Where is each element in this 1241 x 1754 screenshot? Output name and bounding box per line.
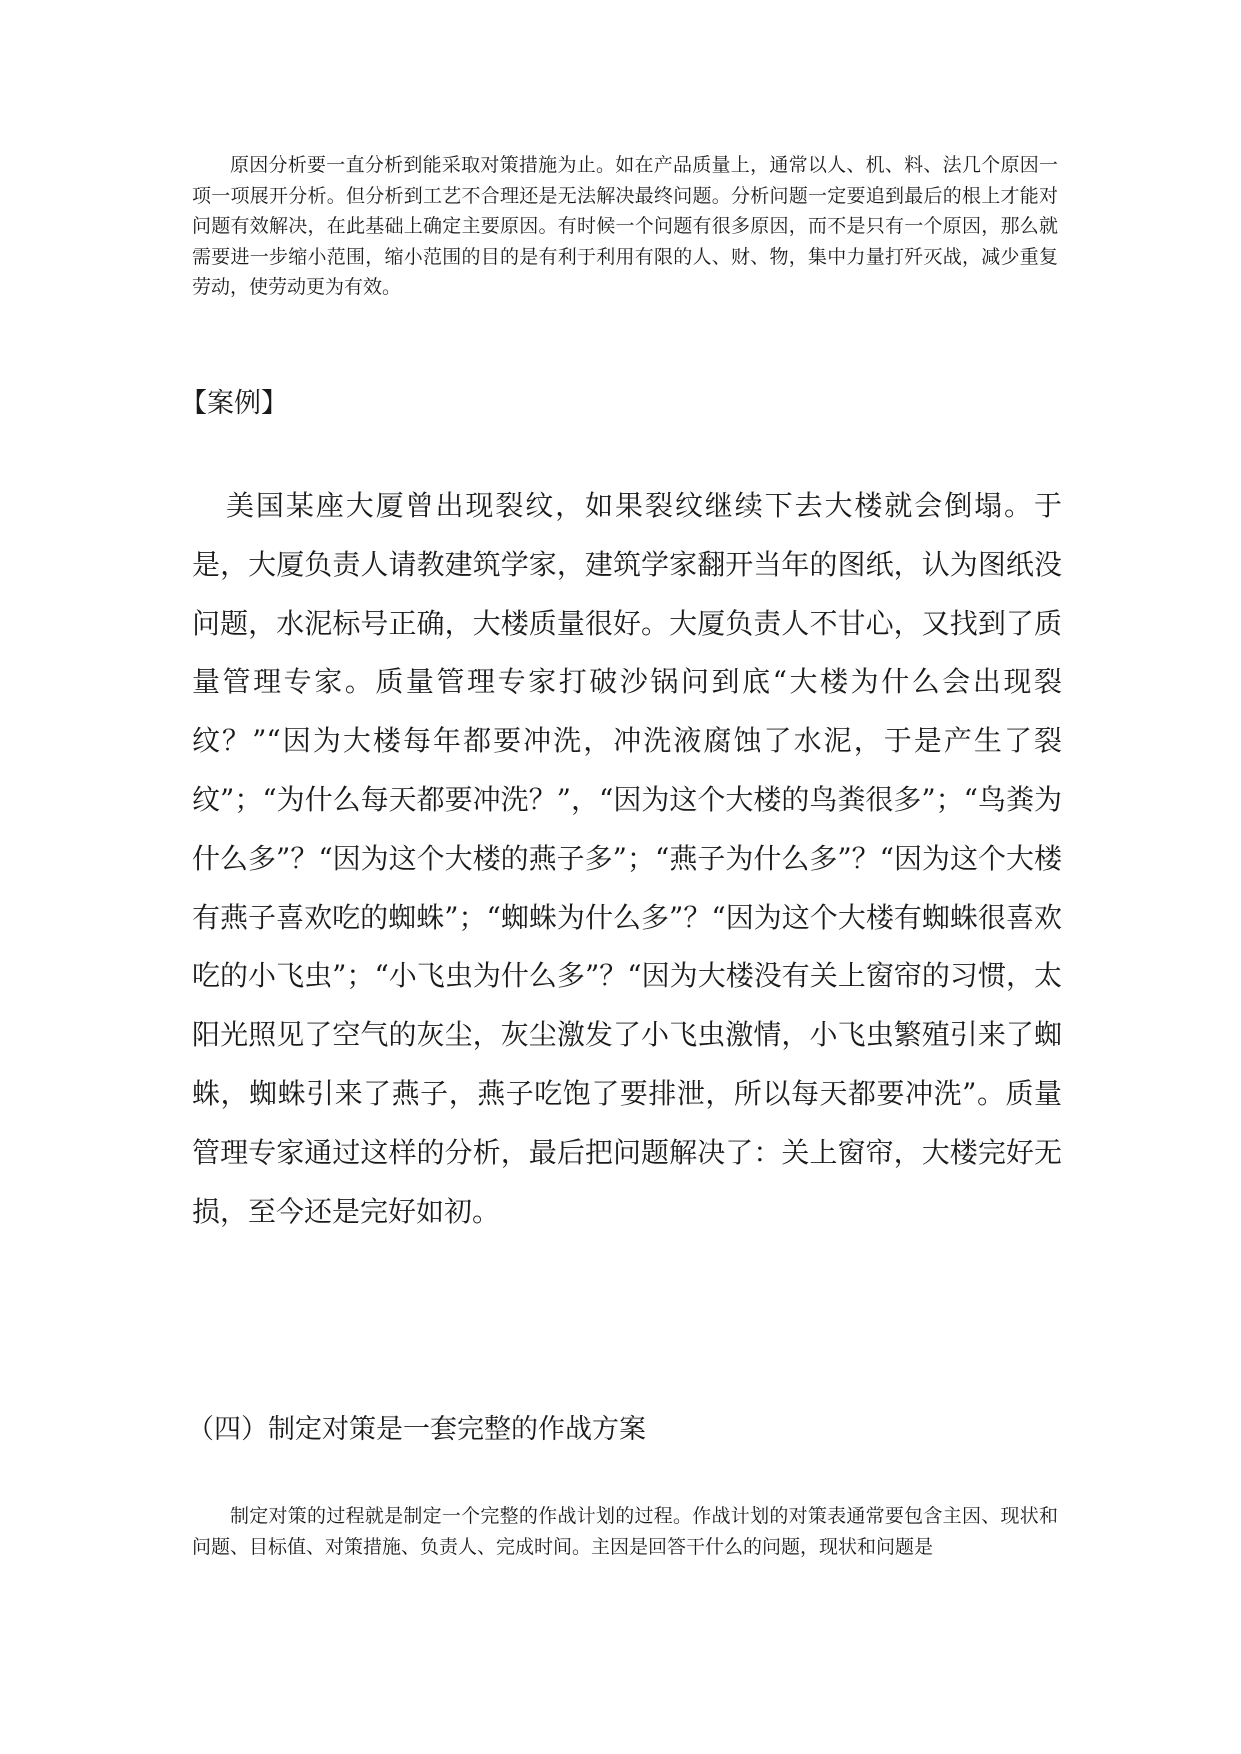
bottom-paragraph: 制定对策的过程就是制定一个完整的作战计划的过程。作战计划的对策表通常要包含主因、现状和问题、目标值、对策措施、负责人、完成时间。主因是回答干什么的问题，现状和问题是: [192, 1505, 1058, 1558]
case-heading: 【案例】: [180, 388, 288, 419]
section-heading: （四）制定对策是一套完整的作战方案: [187, 1414, 646, 1445]
case-paragraph: 美国某座大厦曾出现裂纹，如果裂纹继续下去大楼就会倒塌。于是，大厦负责人请教建筑学家，建筑学家翻开当年的图纸，认为图纸没问题，水泥标号正确，大楼质量很好。大厦负责人不甘心，又找到了质量管理专家。质量管理专家打破沙锅问到底“大楼为什么会出现裂纹？”“因为大楼每年都要冲洗，冲洗液腐蚀了水泥，于是产生了裂纹”；“为什么每天都要冲洗？”，“因为这个大楼的鸟粪很多”；“鸟粪为什么多”？“因为这个大楼的燕子多”；“燕子为什么多”？“因为这个大楼有燕子喜欢吃的蜘蛛”；“蜘蛛为什么多”？“因为这个大楼有蜘蛛很喜欢吃的小飞虫”；“小飞虫为什么多”？“因为大楼没有关上窗帘的习惯，太阳光照见了空气的灰尘，灰尘激发了小飞虫激情，小飞虫繁殖引来了蜘蛛，蜘蛛引来了燕子，燕子吃饱了要排泄，所以每天都要冲洗”。质量管理专家通过这样的分析，最后把问题解决了：关上窗帘，大楼完好无损，至今还是完好如初。: [192, 489, 1062, 1228]
intro-paragraph: 原因分析要一直分析到能采取对策措施为止。如在产品质量上，通常以人、机、料、法几个原因一项一项展开分析。但分析到工艺不合理还是无法解决最终问题。分析问题一定要追到最后的根上才能对问题有效解决，在此基础上确定主要原因。有时候一个问题有很多原因，而不是只有一个原因，那么就需要进一步缩小范围，缩小范围的目的是有利于利用有限的人、财、物，集中力量打歼灭战，减少重复劳动，使劳动更为有效。: [192, 154, 1058, 298]
